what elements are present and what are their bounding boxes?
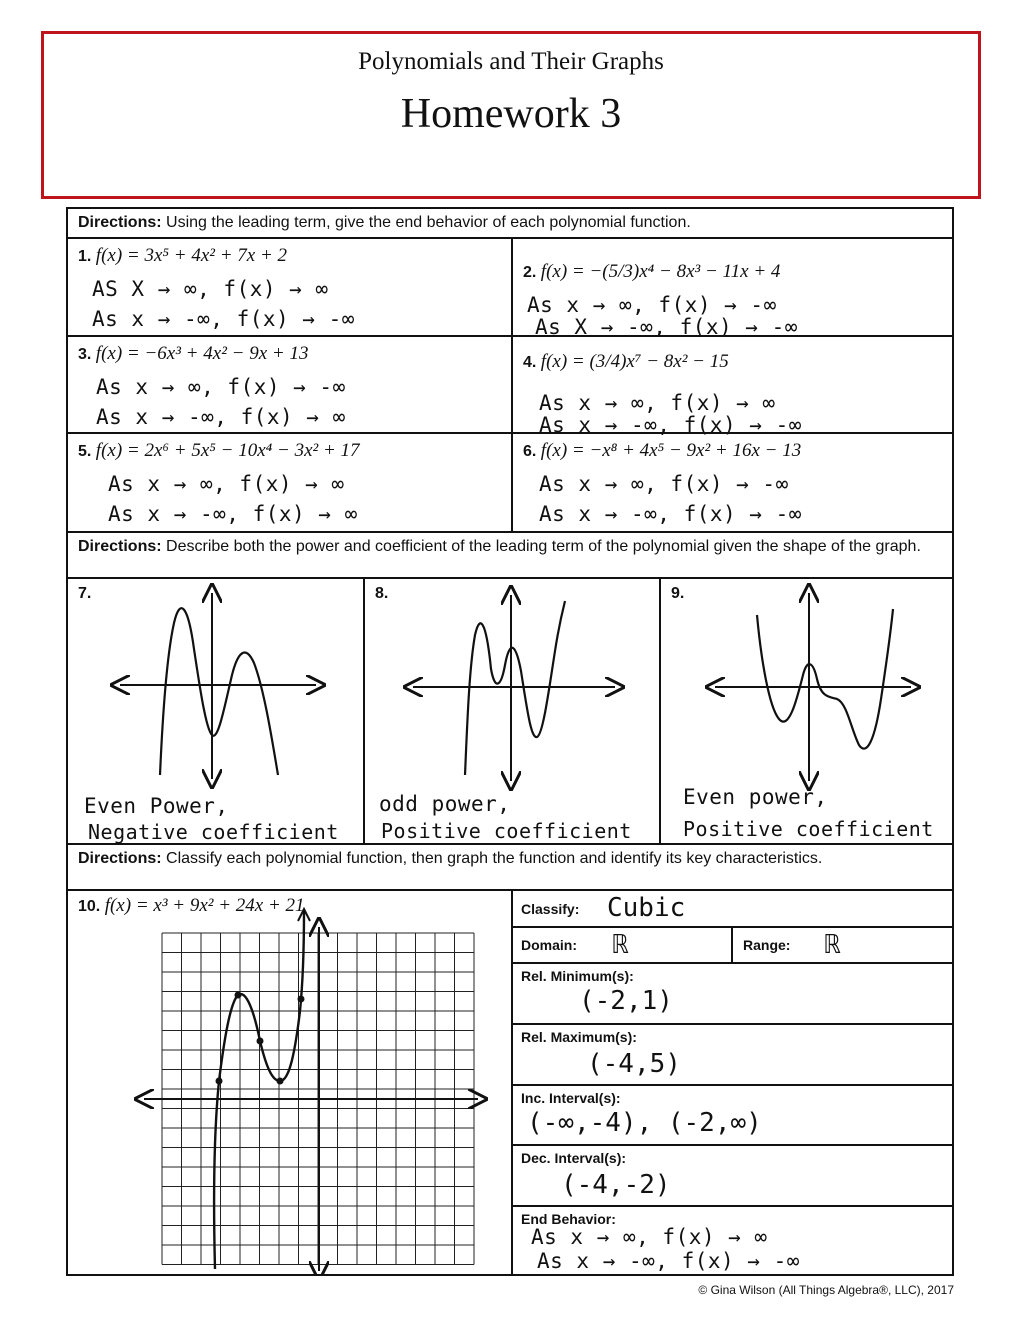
worksheet-table [66, 207, 954, 1276]
problem-1: 1. f(x) = 3x⁵ + 4x² + 7x + 2 AS X → ∞, f(x) → ∞ As x → -∞, f(x) → -∞ [68, 237, 511, 335]
end-behavior-line: As x → ∞, f(x) → ∞ [531, 1225, 768, 1249]
graph-8 [365, 579, 659, 794]
equation: f(x) = x³ + 9x² + 24x + 21 [104, 895, 305, 916]
answer-line: As x → ∞, f(x) → ∞ [539, 391, 776, 415]
equation: f(x) = −x⁸ + 4x⁵ − 9x² + 16x − 13 [540, 440, 802, 461]
dec-interval-value: (-4,-2) [561, 1170, 671, 1200]
answer-line: As x → ∞, f(x) → ∞ [108, 472, 345, 496]
problem-2: 2. f(x) = −(5/3)x⁴ − 8x³ − 11x + 4 As x → ∞, f(x) → -∞ As X → -∞, f(x) → -∞ [511, 237, 952, 335]
answer-line: As x → -∞, f(x) → -∞ [539, 502, 802, 526]
answer-line: Even power, [683, 785, 828, 809]
answer-line: AS X → ∞, f(x) → ∞ [92, 277, 329, 301]
equation: f(x) = 2x⁶ + 5x⁵ − 10x⁴ − 3x² + 17 [95, 440, 360, 461]
equation: f(x) = (3/4)x⁷ − 8x² − 15 [540, 351, 729, 372]
answer-line: As x → -∞, f(x) → ∞ [108, 502, 358, 526]
worksheet-subtitle: Polynomials and Their Graphs [358, 48, 664, 75]
answer-line: As x → -∞, f(x) → -∞ [92, 307, 355, 331]
plotted-point [235, 992, 242, 999]
domain-row: Domain: ℝ [511, 926, 731, 962]
graph-7-cell: 7. Even Power, Negative coefficient [68, 577, 363, 843]
end-behavior-row: End Behavior: As x → ∞, f(x) → ∞ As x → -∞, f(x) → -∞ [511, 1205, 952, 1274]
curve [757, 609, 893, 749]
rel-min-value: (-2,1) [579, 986, 673, 1016]
rel-min-row: Rel. Minimum(s): (-2,1) [511, 962, 952, 1023]
equation: f(x) = 3x⁵ + 4x² + 7x + 2 [95, 245, 288, 266]
problem-10-graph [68, 891, 511, 1276]
problem-4: 4. f(x) = (3/4)x⁷ − 8x² − 15 As x → ∞, f(x) → ∞ As x → -∞, f(x) → -∞ [511, 335, 952, 432]
range-value: ℝ [825, 930, 841, 960]
plotted-point [257, 1038, 264, 1045]
range-row: Range: ℝ [731, 926, 952, 962]
answer-line: As x → ∞, f(x) → -∞ [96, 375, 346, 399]
worksheet-title: Homework 3 [400, 91, 622, 137]
answer-line: Negative coefficient [88, 820, 339, 844]
graph-9 [661, 579, 952, 794]
rel-max-row: Rel. Maximum(s): (-4,5) [511, 1023, 952, 1084]
answer-line: As X → -∞, f(x) → -∞ [535, 315, 798, 339]
answer-line: As x → -∞, f(x) → ∞ [96, 405, 346, 429]
equation: f(x) = −6x³ + 4x² − 9x + 13 [95, 343, 309, 364]
dec-interval-row: Dec. Interval(s): (-4,-2) [511, 1144, 952, 1205]
classify-value: Cubic [607, 893, 686, 923]
problem-6: 6. f(x) = −x⁸ + 4x⁵ − 9x² + 16x − 13 As x → ∞, f(x) → -∞ As x → -∞, f(x) → -∞ [511, 432, 952, 531]
answer-line: As x → ∞, f(x) → -∞ [539, 472, 789, 496]
end-behavior-line: As x → -∞, f(x) → -∞ [537, 1249, 800, 1273]
problem-10-graph-cell: 10. f(x) = x³ + 9x² + 24x + 21 [68, 889, 511, 1274]
answer-line: As x → ∞, f(x) → -∞ [527, 293, 777, 317]
problem-5: 5. f(x) = 2x⁶ + 5x⁵ − 10x⁴ − 3x² + 17 As x → ∞, f(x) → ∞ As x → -∞, f(x) → ∞ [68, 432, 511, 531]
graph-7 [68, 579, 363, 794]
curve [160, 608, 278, 775]
rel-max-value: (-4,5) [587, 1049, 681, 1079]
classify-row: Classify: Cubic [511, 889, 952, 926]
answer-line: odd power, [379, 792, 511, 816]
inc-interval-row: Inc. Interval(s): (-∞,-4), (-2,∞) [511, 1084, 952, 1144]
title-box [41, 31, 981, 199]
answer-line: Positive coefficient [381, 819, 632, 843]
answer-line: As x → -∞, f(x) → -∞ [539, 413, 802, 437]
problem-3: 3. f(x) = −6x³ + 4x² − 9x + 13 As x → ∞, f(x) → -∞ As x → -∞, f(x) → ∞ [68, 335, 511, 432]
section1-directions: Directions: Using the leading term, give the end behavior of each polynomial function. [78, 214, 691, 231]
equation: f(x) = −(5/3)x⁴ − 8x³ − 11x + 4 [540, 261, 781, 282]
plotted-point [298, 996, 305, 1003]
plotted-point [277, 1078, 284, 1085]
answer-line: Even Power, [84, 794, 229, 818]
plotted-point [216, 1078, 223, 1085]
answer-line: Positive coefficient [683, 817, 934, 841]
copyright: © Gina Wilson (All Things Algebra®, LLC), 2017 [698, 1283, 954, 1297]
inc-interval-value: (-∞,-4), (-2,∞) [527, 1108, 762, 1138]
section2-directions: Directions: Describe both the power and coefficient of the leading term of the polynomial given the shape of the graph. [68, 531, 952, 577]
graph-8-cell: 8. odd power, Positive coefficient [363, 577, 659, 843]
section3-directions: Directions: Classify each polynomial function, then graph the function and identify its key characteristics. [68, 843, 952, 889]
domain-value: ℝ [613, 930, 629, 960]
graph-9-cell: 9. Even power, Positive coefficient [659, 577, 952, 843]
